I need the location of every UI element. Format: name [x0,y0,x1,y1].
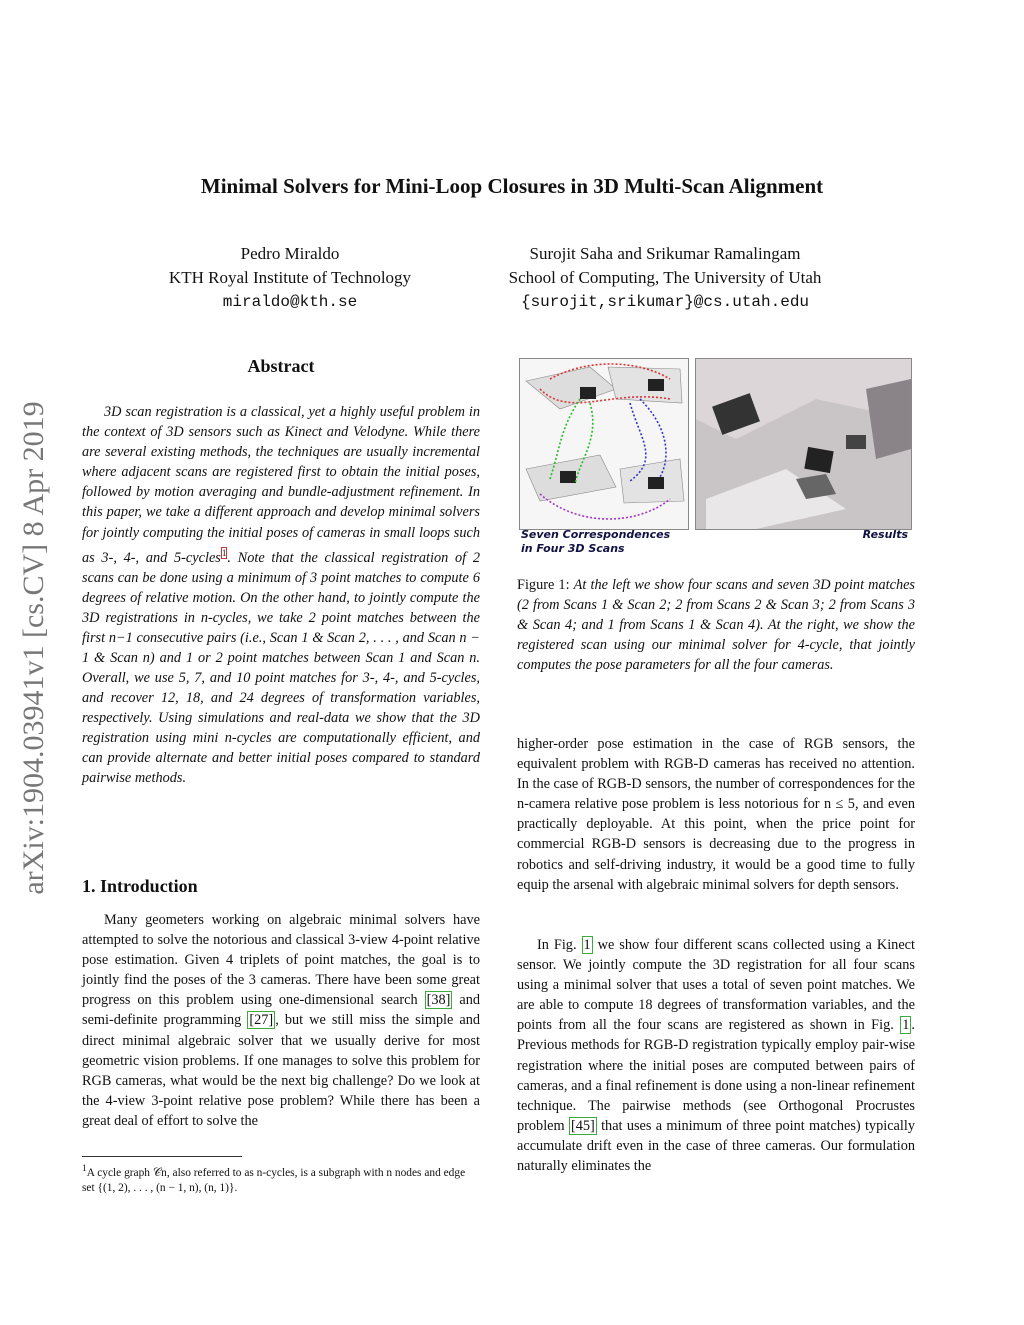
figure-result-panel [695,358,912,530]
figure-caption-text: At the left we show four scans and seven 3D point matches (2 from Scans 1 & Scan 2; 2 from Scans 2 & Scan 3; 2 from Scans 3 & Scan 4; and 1 from Scans 1 & Scan 4). At the right, we show the registered scan using our minimal solver for 4-cycle, that jointly computes the pose parameters for all the four cameras. [517,577,915,673]
paper-title: Minimal Solvers for Mini-Loop Closures in 3D Multi-Scan Alignment [200,174,824,198]
abstract-part-2: . Note that the classical registration of 2 scans can be done using a minimum of 3 point matches to compute 6 degrees of relative motion. On the other hand, to jointly compute the 3D registrations in n-cycles, we take 2 point matches between the first n−1 consecutive pairs (i.e., Scan 1 & Scan 2, . . . , and Scan n − 1 & Scan n) and 1 or 2 point matches between Scan 1 and Scan n. Overall, we use 5, 7, and 10 point matches for 3-, 4-, and 5-cycles, and recover 12, 18, and 24 degrees of transformation variables, respectively. Using simulations and real-data we show that the 3D registration using mini n-cycles are computationally efficient, and can provide alternate and better initial poses compared to standard pairwise methods. [82,549,481,787]
figure-link[interactable]: 1 [902,1017,910,1034]
citation-link[interactable]: [38] [426,992,451,1009]
figure-caption [517,575,915,675]
figure-scans-panel [519,358,689,530]
right-paragraph-2: In Fig. 1 we show four different scans collected using a Kinect sensor. We jointly compute the 3D registration for all four scans using a minimal solver that uses a total of seven point matches. We are able to compute 18 degrees of transformation variables, and the points from all the four scans are registered as shown in Fig. 1 . Previous methods for RGB-D registration typically employ pair-wise registration where the initial poses are computed between pairs of cameras, and a final refinement is done using a non-linear refinement technique. The pairwise methods (see Orthogonal Procrustes problem [45] that uses a minimum of three point matches) typically accumulate drift even in the case of three cameras. Our formulation naturally eliminates the [517,937,915,1175]
author-affiliation: KTH Royal Institute of Technology [168,268,412,287]
scans-illustration [520,359,688,529]
author-affiliation: School of Computing, The University of Utah [508,268,822,287]
arxiv-stamp: arXiv:1904.03941v1 [cs.CV] 8 Apr 2019 [17,401,50,895]
citation-link[interactable]: [27] [249,1012,274,1029]
figure-caption-prefix: Figure 1: [517,577,570,593]
figure-link[interactable]: 1 [583,937,591,953]
author-block-1 [140,242,440,314]
figure-right-label: Results [862,528,908,541]
abstract-part-1: 3D scan registration is a classical, yet a highly useful problem in the context of 3D sensors such as Kinect and Velodyne. While there are several existing methods, the techniques are usually incremental where adjacent scans are registered first to obtain the initial poses, followed by motion averaging and bundle-adjustment refinement. In this paper, we take a different approach and develop minimal solvers for jointly computing the initial poses of cameras in small loops such as 3-, 4-, and 5-cycles [82,404,480,566]
registered-scan-illustration [696,359,911,529]
intro-paragraph-1: Many geometers working on algebraic minimal solvers have attempted to solve the notorious and classical 3-view 4-point relative pose estimation. Given 4 triplets of point matches, the goal is to jointly find the poses of the 3 cameras. There have been some great progress on this problem using one-dimensional search [38] and semi-definite programming [27] , but we still miss the simple and direct minimal algebraic solver that we usually derive for most geometric vision problems. If one manages to solve this problem for RGB cameras, what would be the next big challenge? Do we look at the 4-view 3-point relative pose problem? While there has been a great deal of effort to solve the [82,912,481,1129]
intro-heading: 1. Introduction [82,876,198,896]
abstract-text [82,402,480,789]
author-email: miraldo@kth.se [222,293,358,311]
author-block-2 [470,242,860,314]
author-name: Surojit Saha and Srikumar Ramalingam [529,244,801,263]
author-name: Pedro Miraldo [240,244,340,263]
author-email: {surojit,srikumar}@cs.utah.edu [520,293,810,311]
figure-left-label: Seven Correspondences in Four 3D Scans [521,528,671,555]
abstract-heading: Abstract [247,356,315,376]
citation-link[interactable]: [45] [570,1117,595,1134]
footnote-rule [82,1156,242,1157]
footnote: $^1$A cycle graph 𝒞n, also referred to as n-cycles, is a subgraph with n nodes and edge set {(1, 2), . . . , (n − 1, n), (n, 1)}. [82,1164,466,1194]
right-paragraph-1: higher-order pose estimation in the case of RGB sensors, the equivalent problem with RGB-D cameras has received no attention. In the case of RGB-D sensors, the number of correspondences for the n-camera relative pose problem is less notorious for n ≤ 5, and even practically deployable. At this point, when the price point for commercial RGB-D sensors is decreasing due to the progress in robotics and self-driving industry, it would be a good time to fully equip the arsenal with algebraic minimal solvers for depth sensors. [517,736,915,893]
footnote-link[interactable]: 1 [221,547,227,558]
